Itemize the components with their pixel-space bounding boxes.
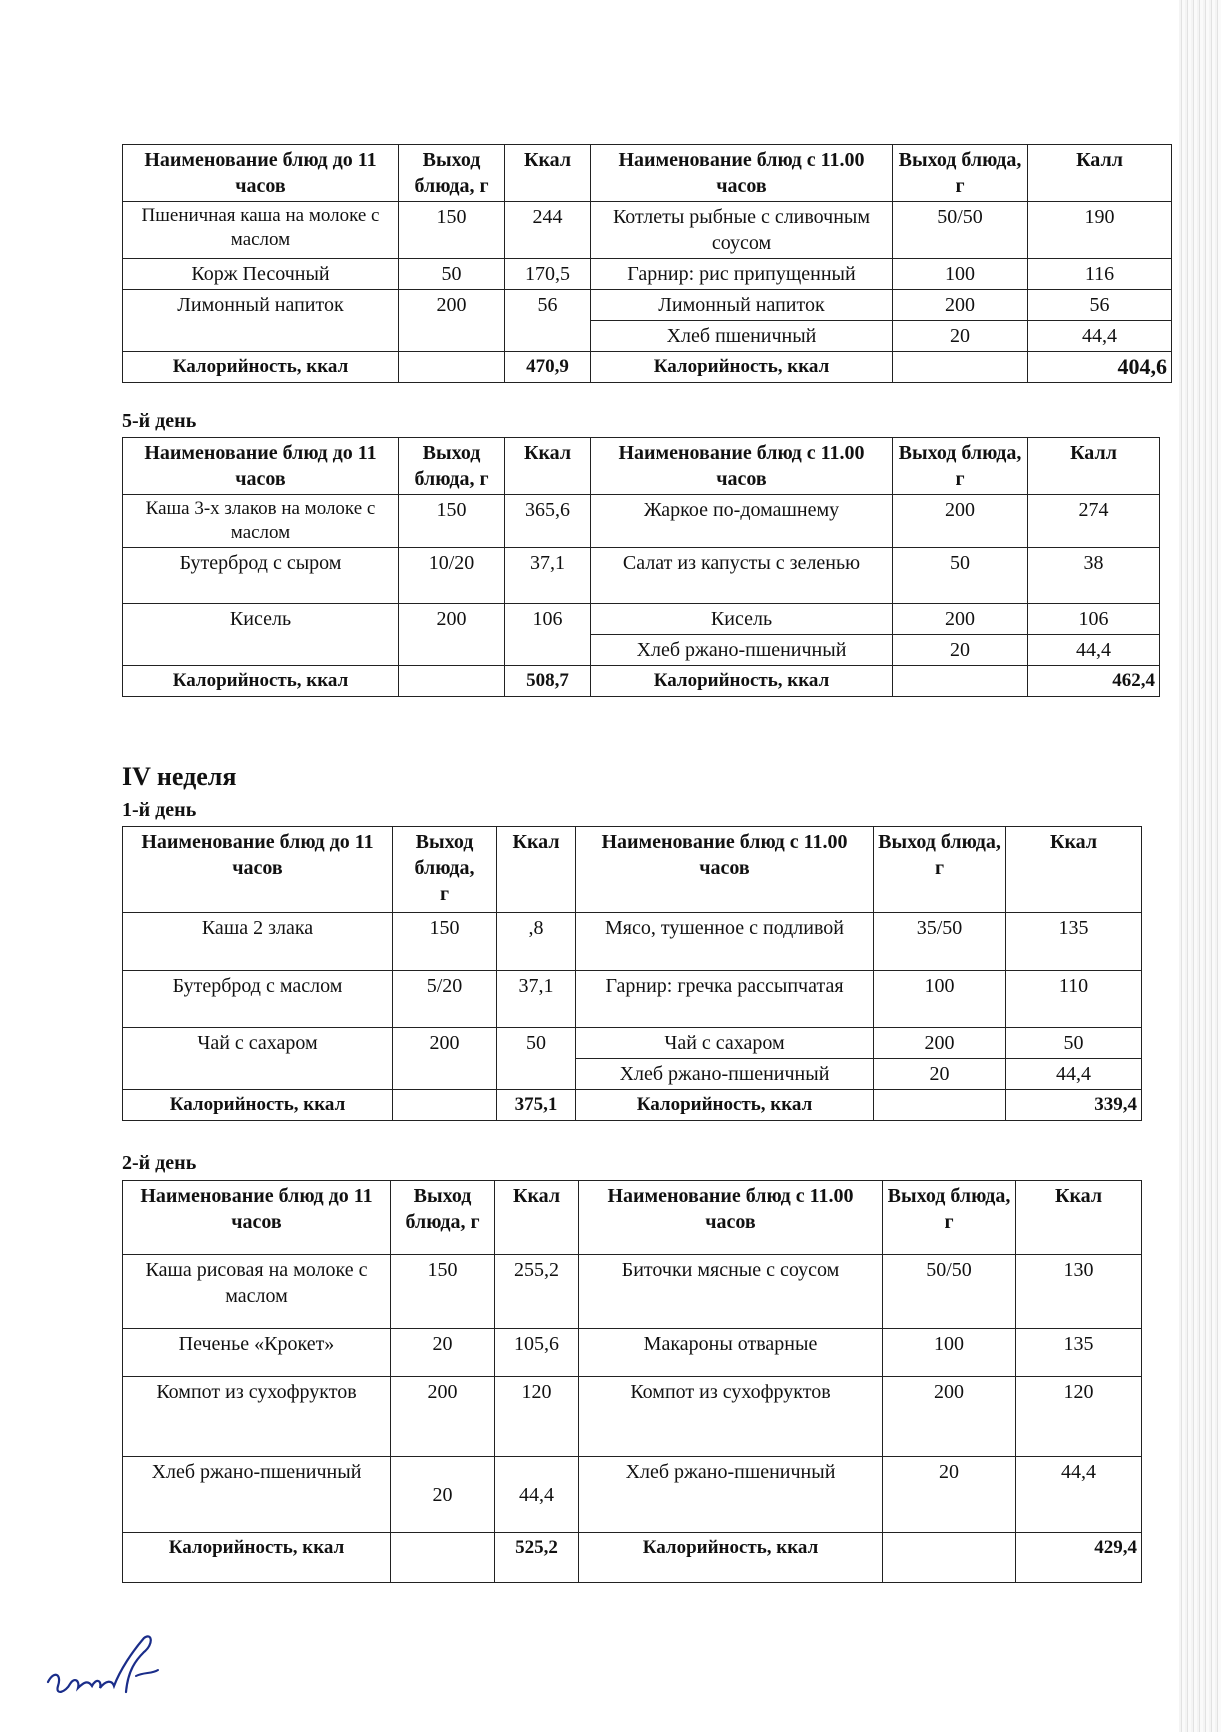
header-yield-unit: г <box>439 883 450 905</box>
cell: 100 <box>883 1329 1016 1377</box>
cell: 200 <box>874 1028 1006 1059</box>
cell: 20 <box>391 1329 495 1377</box>
header-kcal: Калл <box>1028 145 1172 202</box>
total-label: Калорийность, ккал <box>591 666 893 697</box>
cell: 20 <box>893 635 1028 666</box>
cell: 106 <box>1028 604 1160 635</box>
header-kcal: Ккал <box>505 438 591 495</box>
cell: 110 <box>1006 971 1142 1028</box>
cell: Гарнир: рис припущенный <box>591 259 893 290</box>
header-dish-before-11: Наименование блюд до 11 часов <box>123 1181 391 1255</box>
header-yield: Выход блюда, г <box>883 1181 1016 1255</box>
cell <box>893 352 1028 383</box>
table-row <box>123 202 1172 259</box>
menu-table-3 <box>122 826 1142 1121</box>
day-caption: 2-й день <box>122 1152 197 1174</box>
cell: Чай с сахаром <box>576 1028 874 1059</box>
cell: 50 <box>1006 1028 1142 1059</box>
total-row <box>123 666 1160 697</box>
cell: Каша 2 злака <box>123 913 393 971</box>
cell: 35/50 <box>874 913 1006 971</box>
cell: Лимонный напиток <box>591 290 893 321</box>
header-yield: Выход блюда, г <box>391 1181 495 1255</box>
header-dish-before-11: Наименование блюд до 11 часов <box>123 827 393 913</box>
table-row <box>123 290 1172 321</box>
cell: Печенье «Крокет» <box>123 1329 391 1377</box>
total-label: Калорийность, ккал <box>591 352 893 383</box>
cell: 190 <box>1028 202 1172 259</box>
cell <box>874 1090 1006 1121</box>
cell: Котлеты рыбные с сливочным соусом <box>591 202 893 259</box>
cell: Гарнир: гречка рассыпчатая <box>576 971 874 1028</box>
table-row <box>123 604 1160 635</box>
cell: Каша рисовая на молоке с маслом <box>123 1255 391 1329</box>
cell <box>399 666 505 697</box>
cell: Чай с сахаром <box>123 1028 393 1090</box>
table-header-row <box>123 145 1172 202</box>
cell: Корж Песочный <box>123 259 399 290</box>
cell: 44,4 <box>1028 635 1160 666</box>
cell: 44,4 <box>1006 1059 1142 1090</box>
cell: 100 <box>893 259 1028 290</box>
cell: 44,4 <box>495 1457 579 1533</box>
header-yield: Выход блюда, г <box>893 145 1028 202</box>
cell: Хлеб ржано-пшеничный <box>591 635 893 666</box>
cell: 150 <box>391 1255 495 1329</box>
table-row <box>123 1457 1142 1533</box>
cell: 50/50 <box>893 202 1028 259</box>
cell: 50/50 <box>883 1255 1016 1329</box>
total-value: 462,4 <box>1028 666 1160 697</box>
header-kcal: Ккал <box>1006 827 1142 913</box>
table-row <box>123 548 1160 604</box>
cell: Биточки мясные с соусом <box>579 1255 883 1329</box>
cell: 130 <box>1016 1255 1142 1329</box>
header-kcal: Калл <box>1028 438 1160 495</box>
cell: 200 <box>893 290 1028 321</box>
cell: 50 <box>497 1028 576 1090</box>
cell: 150 <box>399 495 505 548</box>
header-kcal: Ккал <box>497 827 576 913</box>
table-header-row <box>123 1181 1142 1255</box>
cell: ,8 <box>497 913 576 971</box>
menu-table-4 <box>122 1180 1142 1583</box>
total-value: 429,4 <box>1016 1533 1142 1583</box>
cell: Каша 3-х злаков на молоке с маслом <box>123 495 399 548</box>
header-dish-before-11: Наименование блюд до 11 часов <box>123 438 399 495</box>
table-row <box>123 913 1142 971</box>
cell: 50 <box>399 259 505 290</box>
cell: 120 <box>1016 1377 1142 1457</box>
signature <box>40 1630 170 1710</box>
cell: 20 <box>883 1457 1016 1533</box>
cell: 135 <box>1016 1329 1142 1377</box>
total-value: 375,1 <box>497 1090 576 1121</box>
cell <box>393 1090 497 1121</box>
cell: 200 <box>883 1377 1016 1457</box>
table-row <box>123 1255 1142 1329</box>
cell: 200 <box>391 1377 495 1457</box>
total-label: Калорийность, ккал <box>579 1533 883 1583</box>
cell: Кисель <box>591 604 893 635</box>
cell: 116 <box>1028 259 1172 290</box>
cell: Хлеб ржано-пшеничный <box>123 1457 391 1533</box>
cell: 105,6 <box>495 1329 579 1377</box>
header-kcal: Ккал <box>1016 1181 1142 1255</box>
table-header-row <box>123 827 1142 913</box>
cell: 50 <box>893 548 1028 604</box>
cell: Бутерброд с сыром <box>123 548 399 604</box>
day-caption: 5-й день <box>122 410 197 432</box>
table-row <box>123 259 1172 290</box>
cell <box>893 666 1028 697</box>
cell: 244 <box>505 202 591 259</box>
header-dish-after-11: Наименование блюд с 11.00 часов <box>591 145 893 202</box>
cell: 200 <box>893 604 1028 635</box>
day-caption: 1-й день <box>122 799 197 821</box>
cell: 44,4 <box>1016 1457 1142 1533</box>
cell <box>391 1533 495 1583</box>
cell: 274 <box>1028 495 1160 548</box>
table-row <box>123 1329 1142 1377</box>
header-dish-after-11: Наименование блюд с 11.00 часов <box>579 1181 883 1255</box>
cell: Кисель <box>123 604 399 666</box>
cell: Мясо, тушенное с подливой <box>576 913 874 971</box>
header-yield: Выход блюда, г <box>399 145 505 202</box>
cell: 5/20 <box>393 971 497 1028</box>
cell <box>883 1533 1016 1583</box>
table-row <box>123 1377 1142 1457</box>
header-kcal: Ккал <box>495 1181 579 1255</box>
cell: 365,6 <box>505 495 591 548</box>
cell: 56 <box>505 290 591 352</box>
table-row <box>123 495 1160 548</box>
total-label: Калорийность, ккал <box>576 1090 874 1121</box>
header-yield: Выход блюда, г <box>399 438 505 495</box>
cell: Компот из сухофруктов <box>579 1377 883 1457</box>
cell: 100 <box>874 971 1006 1028</box>
header-dish-before-11: Наименование блюд до 11 часов <box>123 145 399 202</box>
cell: 200 <box>399 290 505 352</box>
header-kcal: Ккал <box>505 145 591 202</box>
header-yield: Выход блюда, г <box>874 827 1006 913</box>
cell: Макароны отварные <box>579 1329 883 1377</box>
cell: 170,5 <box>505 259 591 290</box>
table-row <box>123 971 1142 1028</box>
total-row <box>123 1533 1142 1583</box>
cell: Хлеб пшеничный <box>591 321 893 352</box>
cell: 20 <box>874 1059 1006 1090</box>
cell: Компот из сухофруктов <box>123 1377 391 1457</box>
header-yield: Выход блюда, г <box>893 438 1028 495</box>
cell: 10/20 <box>399 548 505 604</box>
cell: 200 <box>393 1028 497 1090</box>
table-row <box>123 1028 1142 1059</box>
cell: 106 <box>505 604 591 666</box>
total-value: 508,7 <box>505 666 591 697</box>
cell: 255,2 <box>495 1255 579 1329</box>
cell: Хлеб ржано-пшеничный <box>579 1457 883 1533</box>
total-value: 525,2 <box>495 1533 579 1583</box>
header-dish-after-11: Наименование блюд с 11.00 часов <box>576 827 874 913</box>
cell: Бутерброд с маслом <box>123 971 393 1028</box>
cell: Пшеничная каша на молоке с маслом <box>123 202 399 259</box>
cell: 200 <box>893 495 1028 548</box>
cell: 38 <box>1028 548 1160 604</box>
total-value: 470,9 <box>505 352 591 383</box>
cell: 150 <box>399 202 505 259</box>
total-label: Калорийность, ккал <box>123 352 399 383</box>
cell: 56 <box>1028 290 1172 321</box>
header-yield-text: Выход блюда, <box>414 831 475 879</box>
cell: 44,4 <box>1028 321 1172 352</box>
cell: 20 <box>893 321 1028 352</box>
cell: 120 <box>495 1377 579 1457</box>
cell: 37,1 <box>505 548 591 604</box>
cell: 135 <box>1006 913 1142 971</box>
total-label: Калорийность, ккал <box>123 666 399 697</box>
cell: 150 <box>393 913 497 971</box>
cell: 37,1 <box>497 971 576 1028</box>
menu-table-2 <box>122 437 1160 697</box>
cell <box>399 352 505 383</box>
total-value: 339,4 <box>1006 1090 1142 1121</box>
total-row <box>123 1090 1142 1121</box>
cell: Салат из капусты с зеленью <box>591 548 893 604</box>
cell: Хлеб ржано-пшеничный <box>576 1059 874 1090</box>
header-dish-after-11: Наименование блюд с 11.00 часов <box>591 438 893 495</box>
total-label: Калорийность, ккал <box>123 1090 393 1121</box>
cell: Лимонный напиток <box>123 290 399 352</box>
cell: 20 <box>391 1457 495 1533</box>
total-value: 404,6 <box>1028 352 1172 383</box>
cell: Жаркое по-домашнему <box>591 495 893 548</box>
menu-table-1 <box>122 144 1172 383</box>
total-row <box>123 352 1172 383</box>
header-yield <box>393 827 497 913</box>
week-heading: IV неделя <box>122 762 237 791</box>
total-label: Калорийность, ккал <box>123 1533 391 1583</box>
table-header-row <box>123 438 1160 495</box>
cell: 200 <box>399 604 505 666</box>
scan-page-edge <box>1179 0 1221 1732</box>
